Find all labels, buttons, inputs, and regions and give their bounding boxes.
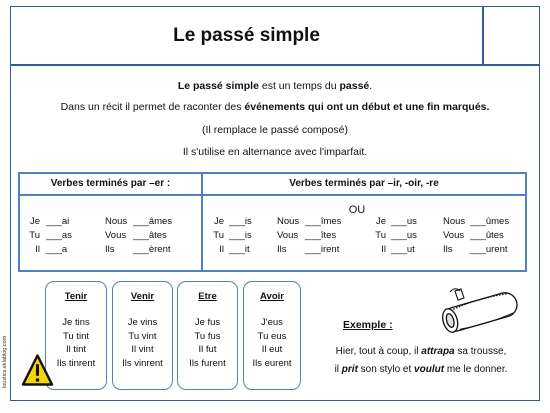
verb-infinitive: Venir [130,291,155,302]
ending-blank: ___ai [46,216,70,227]
verb-form: Il vint [131,344,154,355]
pronoun: Il [35,244,40,255]
verb-form: Je tins [62,317,90,328]
us-endings-row [0,215,550,229]
intro-term: Le passé simple [177,80,259,92]
example-text: me le donner. [444,364,508,375]
ending-blank: ___us [391,216,417,227]
example-verb: attrapa [421,346,455,357]
verb-infinitive: Tenir [64,291,88,302]
example-text: son stylo et [357,364,415,375]
pronoun: Nous [277,216,300,227]
verb-forms [113,316,172,370]
ending-blank: ___èrent [133,244,171,255]
pronoun: Tu [29,230,40,241]
endings-table-header-rule [18,194,527,196]
intro-keyword: passé [339,80,370,92]
verb-form: Ils furent [189,357,226,369]
verb-form: Je fus [194,317,221,328]
example-label: Exemple : [343,319,393,331]
verb-form: J'eus [261,317,283,328]
intro-note: (Il remplace le passé composé) [202,124,348,136]
verb-form: Il eut [261,344,283,355]
example-sentence-1 [316,345,526,359]
ending-blank: ___âmes [133,216,173,227]
header-ir-oir-re-verbs: Verbes terminés par –ir, -oir, -re [289,178,439,189]
verb-form: Tu vint [128,330,157,342]
verb-form: Tu tint [62,330,90,342]
ending-blank: ___îtes [305,230,337,241]
verb-forms [178,316,237,370]
intro-definition [10,79,540,93]
pronoun: Ils [277,244,287,255]
ending-blank: ___it [229,244,250,255]
verb-form: Tu eus [257,330,287,342]
verb-forms [244,316,300,370]
verb-form: Il tint [65,344,87,355]
ending-blank: ___ûtes [470,230,504,241]
example-sentence-2 [316,363,526,377]
ending-blank: ___is [229,230,252,241]
warning-icon [21,353,54,387]
intro-text: Dans un récit il permet de raconter des [60,101,245,113]
pronoun: Il [219,244,224,255]
title-side-box [484,8,538,63]
site-watermark: loustics.eklablog.com [2,335,8,388]
verb-card-venir [112,281,173,390]
pronoun: Je [375,216,386,227]
verb-form: Ils vinrent [122,357,163,369]
ending-blank: ___urent [470,244,508,255]
us-endings-row [0,229,550,243]
verb-card-tenir [45,281,107,390]
ending-blank: ___âtes [133,230,167,241]
example-verb: voulut [414,364,445,375]
ending-blank: ___ûmes [470,216,510,227]
ending-blank: ___ut [391,244,415,255]
pronoun: Nous [443,216,466,227]
or-label: OU [348,204,366,216]
example-text: il [334,364,342,375]
pencil-case-icon [428,285,528,337]
intro-text: . [369,80,373,92]
intro-keyword: événements qui ont un début et une fin marqués. [244,101,490,113]
intro-alternance: Il s'utilise en alternance avec l'imparfait. [182,146,368,158]
ending-blank: ___is [229,216,252,227]
pronoun: Nous [105,216,128,227]
header-er-verbs: Verbes terminés par –er : [50,178,171,189]
ending-blank: ___us [391,230,417,241]
verb-forms [46,316,106,370]
pronoun: Ils [443,244,453,255]
intro-usage [10,100,540,114]
page-title: Le passé simple [173,24,320,46]
pronoun: Vous [277,230,299,241]
example-verb: prit [341,364,358,375]
pronoun: Ils [105,244,115,255]
verb-form: Ils tinrent [56,357,96,369]
pronoun: Tu [375,230,386,241]
verb-infinitive: Avoir [260,291,284,302]
pronoun: Il [381,244,386,255]
verb-form: Je vins [127,317,158,328]
verb-card-etre [177,281,238,390]
verb-infinitive: Etre [198,291,217,302]
ending-blank: ___irent [305,244,340,255]
ending-blank: ___as [46,230,72,241]
verb-card-avoir [243,281,301,390]
ending-blank: ___a [46,244,68,255]
verb-form: Il fut [198,344,217,355]
pronoun: Je [213,216,224,227]
pronoun: Je [29,216,40,227]
example-text: Hier, tout à coup, il [335,346,422,357]
verb-form: Tu fus [194,330,221,342]
ending-blank: ___îmes [305,216,342,227]
us-endings-row [0,243,550,257]
pronoun: Vous [443,230,465,241]
pronoun: Tu [213,230,224,241]
verb-form: Ils eurent [252,357,292,369]
intro-text: est un temps du [258,80,340,92]
example-text: sa trousse, [454,346,507,357]
pronoun: Vous [105,230,127,241]
